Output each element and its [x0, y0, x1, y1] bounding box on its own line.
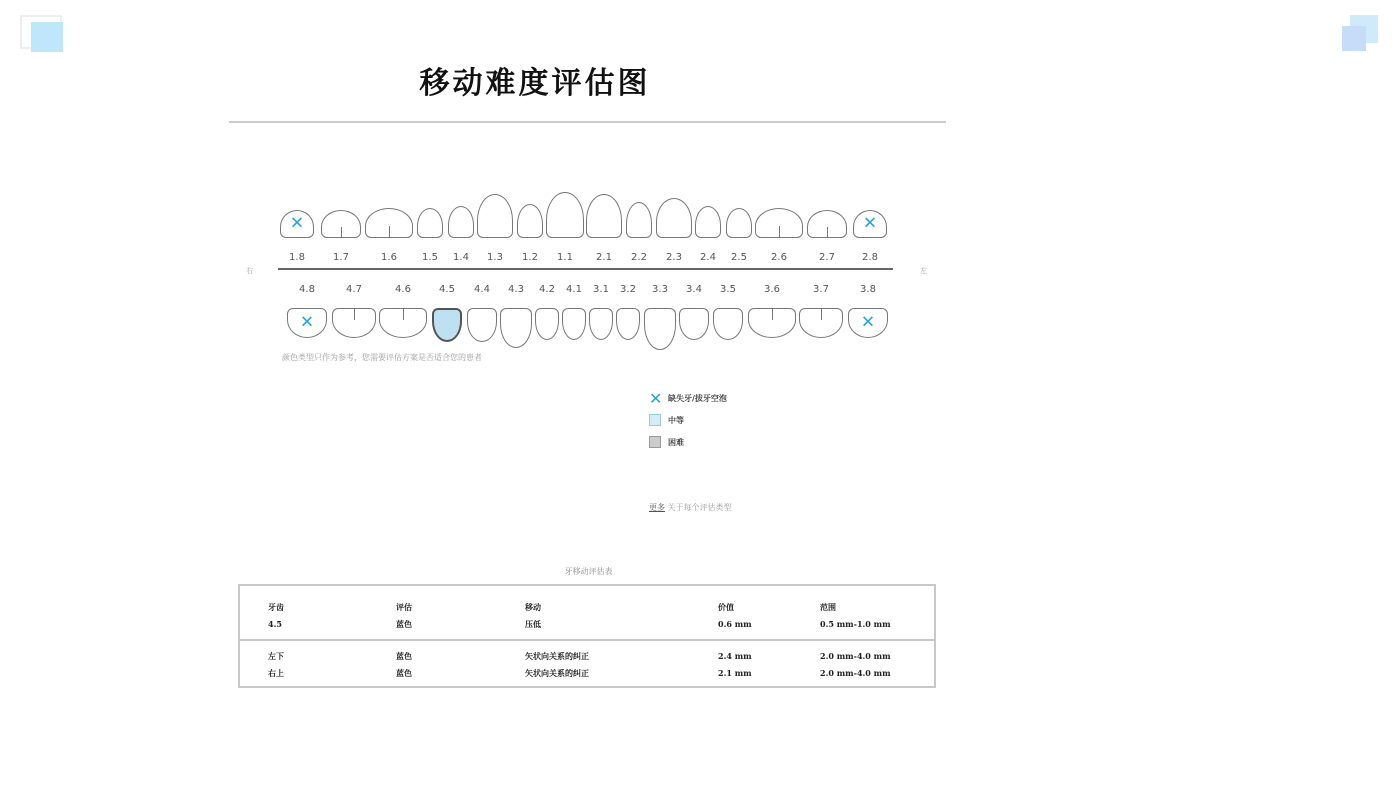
cell: 0.6 mm [718, 619, 752, 629]
tooth-1-3[interactable] [477, 194, 513, 238]
tooth-number: 4.4 [474, 284, 490, 295]
tooth-2-6[interactable] [755, 208, 803, 238]
tooth-4-6[interactable] [379, 308, 427, 338]
tooth-number: 3.3 [652, 284, 668, 295]
table-divider [240, 639, 934, 641]
tooth-2-7[interactable] [807, 210, 847, 238]
tooth-2-5[interactable] [726, 208, 752, 238]
tooth-number: 3.1 [593, 284, 609, 295]
tooth-2-8[interactable] [853, 210, 887, 238]
more-info [649, 502, 732, 513]
x-icon: ✕ [649, 388, 663, 408]
tooth-1-2[interactable] [517, 204, 543, 238]
tooth-4-3[interactable] [500, 308, 532, 348]
tooth-number: 1.1 [557, 252, 573, 263]
tooth-4-1[interactable] [562, 308, 586, 340]
tooth-number: 3.8 [860, 284, 876, 295]
missing-x-icon: ✕ [299, 312, 315, 333]
tooth-number: 3.7 [813, 284, 829, 295]
groove [821, 309, 822, 320]
tooth-3-6[interactable] [748, 308, 796, 338]
groove [827, 227, 828, 237]
tooth-1-5[interactable] [417, 208, 443, 238]
missing-x-icon: ✕ [862, 213, 878, 234]
cell: 蓝色 [396, 619, 412, 629]
cell: 右上 [268, 668, 284, 678]
cell: 矢状向关系的纠正 [525, 651, 589, 661]
corner-decoration-left-fill [31, 22, 63, 52]
tooth-4-5[interactable] [432, 308, 462, 342]
tooth-number: 1.7 [333, 252, 349, 263]
legend-moderate [649, 409, 727, 431]
tooth-number: 2.2 [631, 252, 647, 263]
tooth-number: 1.5 [422, 252, 438, 263]
movement-table [238, 584, 936, 688]
tooth-1-1[interactable] [546, 192, 584, 238]
table-header [240, 602, 934, 618]
legend-label: 困难 [668, 437, 684, 447]
cell: 2.1 mm [718, 668, 752, 678]
tooth-number: 4.6 [395, 284, 411, 295]
corner-decoration-right-fill [1342, 26, 1366, 51]
moderate-swatch-icon [649, 414, 661, 426]
tooth-3-2[interactable] [616, 308, 640, 340]
tooth-number: 1.8 [289, 252, 305, 263]
missing-x-icon: ✕ [289, 213, 305, 234]
tooth-number: 4.1 [566, 284, 582, 295]
side-label-right: 右 [246, 267, 253, 275]
tooth-number: 4.8 [299, 284, 315, 295]
groove [779, 226, 780, 237]
tooth-3-7[interactable] [799, 308, 843, 338]
tooth-number: 2.4 [700, 252, 716, 263]
tooth-2-4[interactable] [695, 206, 721, 238]
tooth-number: 4.5 [439, 284, 455, 295]
groove [341, 227, 342, 237]
legend [649, 387, 727, 453]
tooth-number: 2.3 [666, 252, 682, 263]
tooth-3-8[interactable] [848, 308, 888, 338]
tooth-1-6[interactable] [365, 208, 413, 238]
tooth-number: 1.4 [453, 252, 469, 263]
tooth-number: 1.2 [522, 252, 538, 263]
tooth-1-4[interactable] [448, 206, 474, 238]
tooth-number: 4.2 [539, 284, 555, 295]
tooth-number: 3.6 [764, 284, 780, 295]
tooth-number: 2.5 [731, 252, 747, 263]
header-assessment: 评估 [396, 602, 412, 612]
side-label-left: 左 [920, 267, 927, 275]
groove [389, 226, 390, 237]
table-caption: 牙移动评估表 [564, 567, 613, 576]
tooth-2-2[interactable] [626, 202, 652, 238]
cell: 矢状向关系的纠正 [525, 668, 589, 678]
tooth-number: 4.3 [508, 284, 524, 295]
tooth-4-2[interactable] [535, 308, 559, 340]
tooth-number: 2.8 [862, 252, 878, 263]
header-range: 范围 [820, 602, 836, 612]
groove [403, 309, 404, 320]
tooth-number: 2.7 [819, 252, 835, 263]
legend-difficult [649, 431, 727, 453]
tooth-3-5[interactable] [713, 308, 743, 340]
tooth-number: 3.2 [620, 284, 636, 295]
legend-missing [649, 387, 727, 409]
tooth-number: 4.7 [346, 284, 362, 295]
table-row [240, 619, 934, 635]
tooth-4-4[interactable] [467, 308, 497, 342]
tooth-number: 3.4 [686, 284, 702, 295]
legend-label: 缺失牙/拔牙空泡 [668, 393, 727, 403]
cell: 蓝色 [396, 651, 412, 661]
cell: 2.0 mm-4.0 mm [820, 651, 891, 661]
tooth-1-8[interactable] [280, 210, 314, 238]
tooth-number: 1.3 [487, 252, 503, 263]
cell: 2.0 mm-4.0 mm [820, 668, 891, 678]
tooth-number: 2.6 [771, 252, 787, 263]
tooth-2-1[interactable] [586, 194, 622, 238]
midline [278, 268, 893, 270]
title-divider [229, 121, 946, 123]
more-text: 关于每个评估类型 [665, 503, 732, 512]
tooth-number: 2.1 [596, 252, 612, 263]
cell: 4.5 [268, 619, 282, 629]
cell: 0.5 mm-1.0 mm [820, 619, 891, 629]
color-note: 颜色类型只作为参考，您需要评估方案是否适合您的患者 [282, 353, 482, 362]
table-row [240, 668, 934, 684]
header-value: 价值 [718, 602, 734, 612]
tooth-1-7[interactable] [321, 210, 361, 238]
header-tooth: 牙齿 [268, 602, 284, 612]
page-title: 移动难度评估图 [419, 66, 651, 101]
header-movement: 移动 [525, 602, 541, 612]
tooth-number: 3.5 [720, 284, 736, 295]
difficult-swatch-icon [649, 436, 661, 448]
cell: 左下 [268, 651, 284, 661]
tooth-3-1[interactable] [589, 308, 613, 340]
legend-label: 中等 [668, 415, 684, 425]
tooth-3-3[interactable] [644, 308, 676, 350]
cell: 蓝色 [396, 668, 412, 678]
groove [354, 309, 355, 320]
tooth-3-4[interactable] [679, 308, 709, 340]
tooth-number: 1.6 [381, 252, 397, 263]
groove [772, 309, 773, 320]
table-row [240, 651, 934, 667]
tooth-2-3[interactable] [656, 198, 692, 238]
tooth-4-7[interactable] [332, 308, 376, 338]
cell: 2.4 mm [718, 651, 752, 661]
more-link[interactable]: 更多 [649, 503, 665, 512]
cell: 压低 [525, 619, 541, 629]
missing-x-icon: ✕ [860, 312, 876, 333]
tooth-4-8[interactable] [287, 308, 327, 338]
